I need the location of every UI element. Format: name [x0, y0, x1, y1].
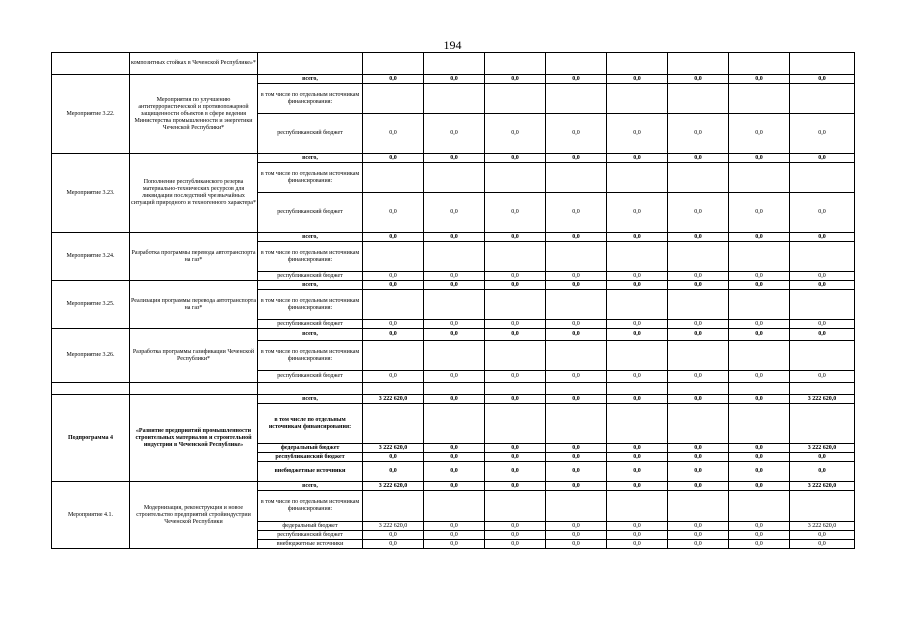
value-cell: 0,0: [424, 320, 485, 329]
value-cell: 0,0: [790, 154, 855, 163]
value-cell: 0,0: [546, 193, 607, 233]
subprogram-name: «Развитие предприятий промышленности строительных материалов и строительной индустрии в Чеченской Республике»: [130, 395, 258, 482]
value-cell: 0,0: [729, 522, 790, 531]
value-cell: 0,0: [607, 371, 668, 383]
empty-cell: [607, 404, 668, 444]
value-cell: 0,0: [668, 154, 729, 163]
empty-cell: [790, 341, 855, 371]
measure-id: Мероприятие 3.25.: [52, 281, 130, 329]
value-cell: 0,0: [668, 482, 729, 491]
empty-cell: [485, 341, 546, 371]
source-label: всего,: [258, 482, 363, 491]
value-cell: 0,0: [546, 281, 607, 290]
empty-cell: [546, 404, 607, 444]
value-cell: 0,0: [424, 522, 485, 531]
value-cell: 0,0: [607, 233, 668, 242]
value-cell: 0,0: [729, 531, 790, 540]
value-cell: 0,0: [546, 522, 607, 531]
value-cell: 0,0: [668, 233, 729, 242]
measure-name: Модернизация, реконструкция и новое строительство предприятий стройиндустрии Чеченской Республики: [130, 482, 258, 549]
empty-cell: [729, 290, 790, 320]
empty-cell: [485, 491, 546, 522]
value-cell: 0,0: [485, 531, 546, 540]
empty-cell: [424, 53, 485, 75]
value-cell: 0,0: [363, 193, 424, 233]
value-cell: 0,0: [363, 329, 424, 341]
empty-cell: [130, 383, 258, 395]
value-cell: 0,0: [546, 444, 607, 453]
source-label: республиканский бюджет: [258, 531, 363, 540]
value-cell: 0,0: [607, 114, 668, 154]
value-cell: 3 222 620,0: [363, 444, 424, 453]
value-cell: 0,0: [790, 329, 855, 341]
empty-cell: [485, 53, 546, 75]
empty-cell: [607, 163, 668, 193]
empty-cell: [485, 383, 546, 395]
value-cell: 0,0: [363, 371, 424, 383]
empty-cell: [485, 163, 546, 193]
value-cell: 0,0: [485, 272, 546, 281]
value-cell: 0,0: [546, 320, 607, 329]
value-cell: 0,0: [546, 453, 607, 462]
value-cell: 0,0: [729, 75, 790, 84]
value-cell: 0,0: [668, 75, 729, 84]
empty-cell: [546, 163, 607, 193]
value-cell: 0,0: [363, 154, 424, 163]
subprogram-id: Подпрограмма 4: [52, 395, 130, 482]
value-cell: 0,0: [546, 154, 607, 163]
empty-cell: [424, 341, 485, 371]
measure-name: Разработка программы перевода автотранспорта на газ*: [130, 233, 258, 281]
source-label: внебюджетные источники: [258, 462, 363, 482]
source-label: республиканский бюджет: [258, 272, 363, 281]
table-row: [52, 154, 855, 163]
source-label: в том числе по отдельным источникам финансирования:: [258, 404, 363, 444]
value-cell: 0,0: [607, 193, 668, 233]
measure-id: Мероприятие 4.1.: [52, 482, 130, 549]
value-cell: 0,0: [790, 233, 855, 242]
value-cell: 0,0: [668, 272, 729, 281]
empty-cell: [546, 290, 607, 320]
measure-id: Мероприятие 3.24.: [52, 233, 130, 281]
empty-cell: [668, 290, 729, 320]
value-cell: 0,0: [729, 329, 790, 341]
value-cell: 0,0: [790, 531, 855, 540]
empty-cell: [424, 383, 485, 395]
value-cell: 0,0: [729, 482, 790, 491]
empty-cell: [485, 242, 546, 272]
value-cell: 0,0: [485, 540, 546, 549]
value-cell: 3 222 620,0: [363, 482, 424, 491]
empty-cell: [607, 84, 668, 114]
empty-cell: [363, 290, 424, 320]
value-cell: 0,0: [607, 462, 668, 482]
source-label: всего,: [258, 395, 363, 404]
value-cell: 3 222 620,0: [790, 444, 855, 453]
empty-cell: [363, 242, 424, 272]
value-cell: 0,0: [485, 281, 546, 290]
empty-cell: [729, 163, 790, 193]
source-label: в том числе по отдельным источникам финансирования:: [258, 491, 363, 522]
empty-cell: [363, 53, 424, 75]
empty-cell: [485, 84, 546, 114]
empty-cell: [485, 404, 546, 444]
source-label: федеральный бюджет: [258, 522, 363, 531]
table-row: [52, 75, 855, 84]
empty-cell: [546, 341, 607, 371]
budget-table: [51, 52, 855, 549]
empty-cell: [729, 242, 790, 272]
value-cell: 0,0: [668, 531, 729, 540]
empty-cell: [424, 404, 485, 444]
measure-name: Мероприятия по улучшению антитеррористической и противопожарной защищенности объектов в сфере ведения Министерства промышленности и энергетики Чеченской Республики*: [130, 75, 258, 154]
empty-cell: [668, 404, 729, 444]
value-cell: 0,0: [668, 320, 729, 329]
source-label: в том числе по отдельным источникам финансирования:: [258, 84, 363, 114]
value-cell: 0,0: [546, 75, 607, 84]
value-cell: 0,0: [424, 193, 485, 233]
empty-cell: [424, 290, 485, 320]
value-cell: 3 222 620,0: [790, 395, 855, 404]
empty-cell: [790, 404, 855, 444]
source-label: всего,: [258, 233, 363, 242]
table-row: [52, 395, 855, 404]
empty-cell: [607, 491, 668, 522]
value-cell: 0,0: [485, 233, 546, 242]
empty-cell: [546, 242, 607, 272]
empty-cell: [546, 383, 607, 395]
source-label: в том числе по отдельным источникам финансирования:: [258, 290, 363, 320]
empty-cell: [546, 53, 607, 75]
measure-id: Мероприятие 3.23.: [52, 154, 130, 233]
value-cell: 0,0: [485, 114, 546, 154]
value-cell: 0,0: [790, 540, 855, 549]
value-cell: 0,0: [485, 154, 546, 163]
empty-cell: [424, 84, 485, 114]
empty-cell: [607, 341, 668, 371]
empty-cell: [790, 242, 855, 272]
value-cell: 0,0: [668, 281, 729, 290]
value-cell: 0,0: [790, 453, 855, 462]
value-cell: 0,0: [607, 444, 668, 453]
value-cell: 0,0: [668, 114, 729, 154]
value-cell: 3 222 620,0: [363, 395, 424, 404]
empty-cell: [485, 290, 546, 320]
table-row: [52, 383, 855, 395]
value-cell: 3 222 620,0: [790, 522, 855, 531]
empty-cell: [363, 341, 424, 371]
empty-cell: [729, 341, 790, 371]
empty-cell: [424, 491, 485, 522]
table-row: [52, 329, 855, 341]
value-cell: 0,0: [424, 114, 485, 154]
source-label: всего,: [258, 75, 363, 84]
value-cell: 0,0: [424, 395, 485, 404]
value-cell: 0,0: [607, 453, 668, 462]
empty-cell: [546, 84, 607, 114]
value-cell: 0,0: [546, 482, 607, 491]
empty-cell: [52, 53, 130, 75]
value-cell: 0,0: [424, 272, 485, 281]
source-label: республиканский бюджет: [258, 193, 363, 233]
empty-cell: [668, 491, 729, 522]
value-cell: 0,0: [424, 540, 485, 549]
value-cell: 0,0: [729, 272, 790, 281]
value-cell: 0,0: [363, 114, 424, 154]
value-cell: 0,0: [607, 75, 668, 84]
value-cell: 0,0: [607, 281, 668, 290]
value-cell: 0,0: [363, 462, 424, 482]
value-cell: 0,0: [668, 540, 729, 549]
value-cell: 0,0: [546, 233, 607, 242]
value-cell: 0,0: [790, 193, 855, 233]
value-cell: 0,0: [668, 193, 729, 233]
empty-cell: [668, 53, 729, 75]
measure-id: Мероприятие 3.26.: [52, 329, 130, 383]
value-cell: 0,0: [546, 272, 607, 281]
value-cell: 0,0: [729, 281, 790, 290]
empty-cell: [52, 383, 130, 395]
measure-name: Пополнение республиканского резерва материально-технических ресурсов для ликвидации последствий чрезвычайных ситуаций природного и техногенного характера*: [130, 154, 258, 233]
value-cell: 0,0: [363, 272, 424, 281]
value-cell: 0,0: [607, 154, 668, 163]
value-cell: 0,0: [424, 281, 485, 290]
empty-cell: [729, 404, 790, 444]
value-cell: 0,0: [424, 371, 485, 383]
value-cell: 0,0: [424, 329, 485, 341]
value-cell: 0,0: [363, 531, 424, 540]
value-cell: 0,0: [790, 371, 855, 383]
value-cell: 0,0: [485, 444, 546, 453]
source-label: в том числе по отдельным источникам финансирования:: [258, 341, 363, 371]
value-cell: 0,0: [729, 540, 790, 549]
empty-cell: [790, 290, 855, 320]
value-cell: 0,0: [729, 233, 790, 242]
value-cell: 0,0: [607, 482, 668, 491]
empty-cell: [668, 383, 729, 395]
value-cell: 0,0: [363, 281, 424, 290]
source-label: федеральный бюджет: [258, 444, 363, 453]
empty-cell: [729, 53, 790, 75]
empty-cell: [668, 163, 729, 193]
empty-cell: [790, 491, 855, 522]
value-cell: 0,0: [546, 540, 607, 549]
value-cell: 0,0: [485, 371, 546, 383]
table-row: [52, 281, 855, 290]
empty-cell: [668, 84, 729, 114]
value-cell: 0,0: [607, 522, 668, 531]
source-label: в том числе по отдельным источникам финансирования:: [258, 242, 363, 272]
value-cell: 0,0: [424, 462, 485, 482]
value-cell: 0,0: [607, 531, 668, 540]
value-cell: 0,0: [729, 395, 790, 404]
source-label: в том числе по отдельным источникам финансирования:: [258, 163, 363, 193]
page-number: 194: [443, 38, 462, 52]
source-label: всего,: [258, 154, 363, 163]
empty-cell: [424, 163, 485, 193]
value-cell: 0,0: [668, 371, 729, 383]
empty-cell: [790, 84, 855, 114]
empty-cell: [668, 341, 729, 371]
value-cell: 0,0: [607, 329, 668, 341]
empty-cell: [668, 242, 729, 272]
value-cell: 0,0: [424, 154, 485, 163]
value-cell: 0,0: [485, 395, 546, 404]
value-cell: 0,0: [729, 193, 790, 233]
empty-cell: [729, 491, 790, 522]
empty-cell: [607, 383, 668, 395]
value-cell: 0,0: [668, 329, 729, 341]
value-cell: 0,0: [485, 329, 546, 341]
source-label: республиканский бюджет: [258, 114, 363, 154]
value-cell: 0,0: [729, 453, 790, 462]
value-cell: 0,0: [546, 462, 607, 482]
empty-cell: [363, 383, 424, 395]
value-cell: 0,0: [668, 444, 729, 453]
empty-cell: [607, 290, 668, 320]
empty-cell: [790, 383, 855, 395]
value-cell: 0,0: [607, 320, 668, 329]
value-cell: 0,0: [546, 329, 607, 341]
value-cell: 0,0: [790, 320, 855, 329]
value-cell: 0,0: [668, 522, 729, 531]
value-cell: 0,0: [607, 395, 668, 404]
value-cell: 0,0: [485, 320, 546, 329]
value-cell: 0,0: [668, 453, 729, 462]
empty-cell: [790, 163, 855, 193]
value-cell: 0,0: [729, 320, 790, 329]
value-cell: 3 222 620,0: [790, 482, 855, 491]
empty-cell: [607, 53, 668, 75]
empty-cell: [258, 383, 363, 395]
value-cell: 0,0: [485, 522, 546, 531]
value-cell: 0,0: [485, 462, 546, 482]
value-cell: 0,0: [668, 462, 729, 482]
value-cell: 0,0: [424, 453, 485, 462]
source-label: республиканский бюджет: [258, 453, 363, 462]
value-cell: 0,0: [729, 444, 790, 453]
value-cell: 0,0: [546, 114, 607, 154]
measure-name: Реализация программы перевода автотранспорта на газ*: [130, 281, 258, 329]
value-cell: 0,0: [790, 75, 855, 84]
value-cell: 0,0: [424, 482, 485, 491]
value-cell: 0,0: [485, 453, 546, 462]
empty-cell: [607, 242, 668, 272]
value-cell: 0,0: [790, 114, 855, 154]
value-cell: 0,0: [729, 462, 790, 482]
value-cell: 0,0: [424, 444, 485, 453]
value-cell: 0,0: [790, 281, 855, 290]
table-row: [52, 482, 855, 491]
value-cell: 0,0: [363, 320, 424, 329]
empty-cell: [729, 383, 790, 395]
value-cell: 0,0: [363, 540, 424, 549]
value-cell: 0,0: [363, 233, 424, 242]
empty-cell: [363, 163, 424, 193]
measure-name: композитных стойках в Чеченской Республике»*: [130, 53, 258, 75]
empty-cell: [363, 404, 424, 444]
empty-cell: [258, 53, 363, 75]
value-cell: 0,0: [363, 453, 424, 462]
value-cell: 0,0: [790, 272, 855, 281]
value-cell: 0,0: [485, 75, 546, 84]
value-cell: 0,0: [485, 193, 546, 233]
empty-cell: [546, 491, 607, 522]
source-label: республиканский бюджет: [258, 371, 363, 383]
source-label: внебюджетные источники: [258, 540, 363, 549]
value-cell: 0,0: [729, 114, 790, 154]
table-row: [52, 233, 855, 242]
value-cell: 0,0: [424, 75, 485, 84]
empty-cell: [424, 242, 485, 272]
value-cell: 0,0: [790, 462, 855, 482]
empty-cell: [363, 84, 424, 114]
value-cell: 0,0: [546, 531, 607, 540]
value-cell: 3 222 620,0: [363, 522, 424, 531]
value-cell: 0,0: [729, 154, 790, 163]
value-cell: 0,0: [668, 395, 729, 404]
value-cell: 0,0: [424, 233, 485, 242]
source-label: республиканский бюджет: [258, 320, 363, 329]
table-row: [52, 53, 855, 75]
empty-cell: [363, 491, 424, 522]
value-cell: 0,0: [607, 540, 668, 549]
value-cell: 0,0: [485, 482, 546, 491]
empty-cell: [790, 53, 855, 75]
empty-cell: [729, 84, 790, 114]
value-cell: 0,0: [729, 371, 790, 383]
value-cell: 0,0: [546, 371, 607, 383]
value-cell: 0,0: [363, 75, 424, 84]
value-cell: 0,0: [424, 531, 485, 540]
source-label: всего,: [258, 329, 363, 341]
value-cell: 0,0: [546, 395, 607, 404]
table-body: [52, 53, 855, 549]
source-label: всего,: [258, 281, 363, 290]
measure-id: Мероприятие 3.22.: [52, 75, 130, 154]
measure-name: Разработка программы газификации Чеченской Республики*: [130, 329, 258, 383]
value-cell: 0,0: [607, 272, 668, 281]
